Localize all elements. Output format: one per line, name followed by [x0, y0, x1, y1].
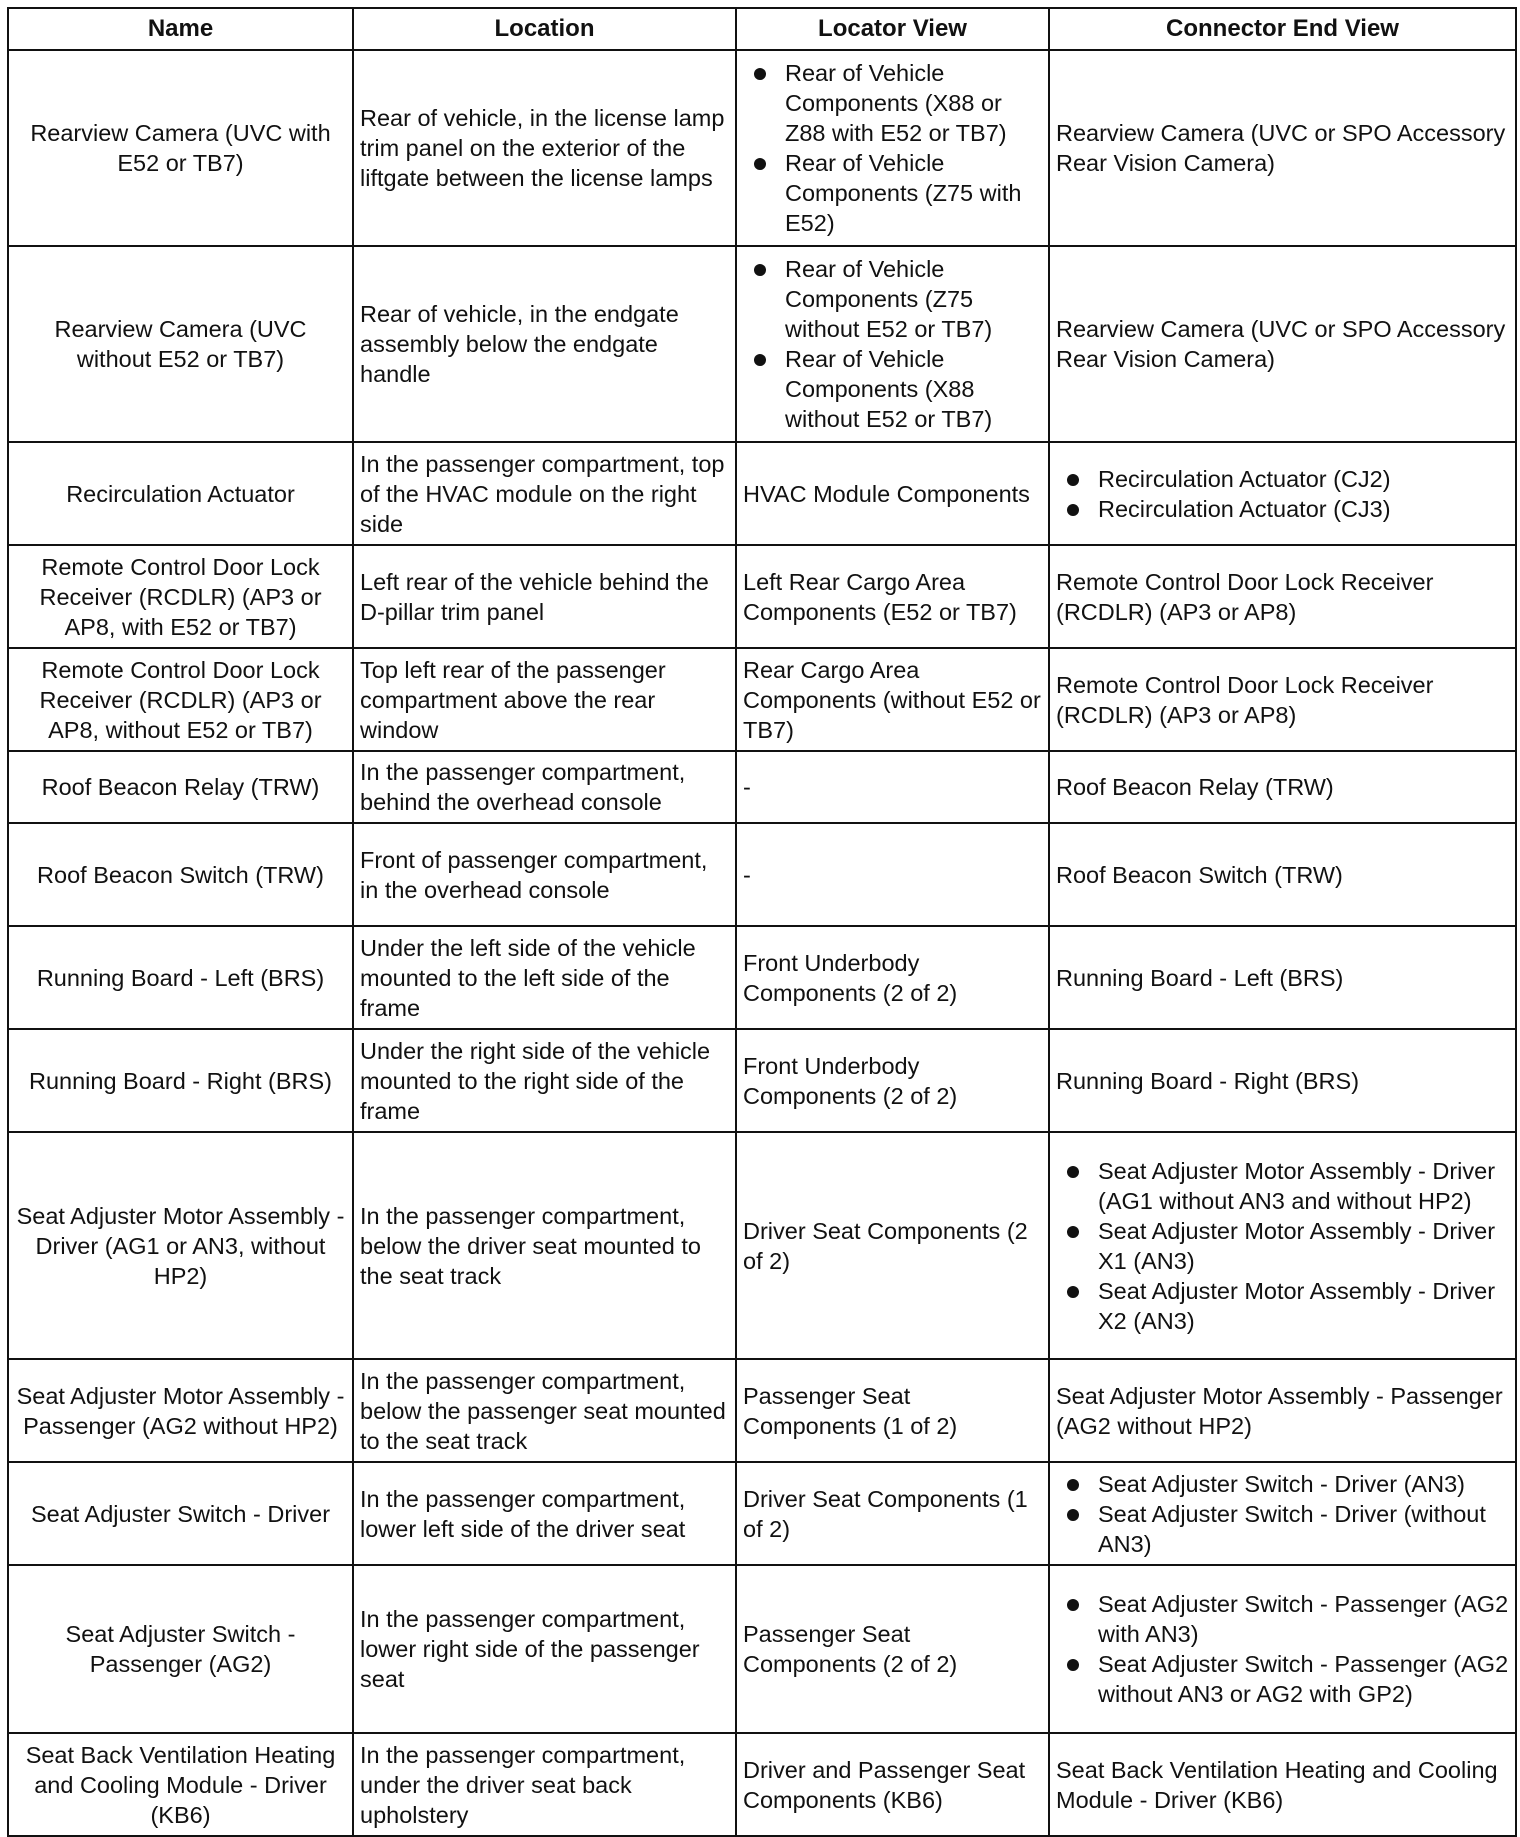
cell-locator-view: [736, 1462, 1049, 1565]
cell-locator-view: [736, 926, 1049, 1029]
table-row: [8, 1733, 1516, 1836]
cell-connector-end-view-text: Remote Control Door Lock Receiver (RCDLR) (AP3 or AP8): [1056, 671, 1434, 728]
table-row: [8, 1565, 1516, 1733]
cell-locator-view: [736, 1029, 1049, 1132]
cell-location: In the passenger compartment, below the driver seat mounted to the seat track: [353, 1132, 736, 1359]
cell-connector-end-view-text: Roof Beacon Switch (TRW): [1056, 861, 1343, 888]
bullet-list: [743, 58, 1042, 238]
cell-locator-view: [736, 50, 1049, 246]
cell-locator-view: [736, 1733, 1049, 1836]
cell-locator-view: [736, 246, 1049, 442]
cell-name: Seat Adjuster Motor Assembly - Driver (AG1 or AN3, without HP2): [8, 1132, 353, 1359]
bullet-item: Rear of Vehicle Components (Z75 with E52): [785, 148, 1042, 238]
cell-name: Seat Adjuster Switch - Passenger (AG2): [8, 1565, 353, 1733]
bullet-item: Rear of Vehicle Components (X88 or Z88 with E52 or TB7): [785, 58, 1042, 148]
cell-connector-end-view: [1049, 1733, 1516, 1836]
bullet-item: Seat Adjuster Motor Assembly - Driver (AG1 without AN3 and without HP2): [1098, 1156, 1509, 1216]
header-location: Location: [353, 8, 736, 50]
cell-name: Remote Control Door Lock Receiver (RCDLR) (AP3 or AP8, with E52 or TB7): [8, 545, 353, 648]
cell-location: Under the left side of the vehicle mounted to the left side of the frame: [353, 926, 736, 1029]
cell-locator-view-text: Rear Cargo Area Components (without E52 or TB7): [743, 656, 1041, 743]
cell-location: In the passenger compartment, behind the overhead console: [353, 751, 736, 823]
cell-name: Running Board - Right (BRS): [8, 1029, 353, 1132]
cell-connector-end-view-text: Running Board - Right (BRS): [1056, 1067, 1360, 1094]
bullet-item: Seat Adjuster Switch - Passenger (AG2 with AN3): [1098, 1591, 1509, 1647]
cell-connector-end-view: [1049, 1132, 1516, 1359]
bullet-item: Seat Adjuster Switch - Driver (AN3): [1098, 1469, 1509, 1499]
header-connector-end-view: Connector End View: [1049, 8, 1516, 50]
cell-locator-view-text: Passenger Seat Components (1 of 2): [743, 1382, 958, 1439]
cell-connector-end-view: [1049, 1029, 1516, 1132]
cell-connector-end-view-text: Seat Back Ventilation Heating and Cooling Module - Driver (KB6): [1056, 1756, 1498, 1813]
bullet-list: [1056, 1156, 1509, 1336]
header-locator-view: Locator View: [736, 8, 1049, 50]
bullet-item: Rear of Vehicle Components (X88 without E52 or TB7): [785, 344, 1042, 434]
bullet-item: Recirculation Actuator (CJ3): [1098, 494, 1509, 524]
cell-location: Under the right side of the vehicle mounted to the right side of the frame: [353, 1029, 736, 1132]
bullet-item: Seat Adjuster Switch - Passenger (AG2 without AN3 or AG2 with GP2): [1098, 1651, 1509, 1707]
cell-connector-end-view-text: Remote Control Door Lock Receiver (RCDLR) (AP3 or AP8): [1056, 568, 1434, 625]
cell-name: Rearview Camera (UVC with E52 or TB7): [8, 50, 353, 246]
cell-locator-view: [736, 1359, 1049, 1462]
cell-name: Running Board - Left (BRS): [8, 926, 353, 1029]
table-row: [8, 1132, 1516, 1359]
cell-locator-view-text: Front Underbody Components (2 of 2): [743, 949, 958, 1006]
table-row: [8, 1359, 1516, 1462]
table-header: [8, 8, 1516, 50]
header-name: Name: [8, 8, 353, 50]
cell-locator-view-text: Driver Seat Components (2 of 2): [743, 1217, 1028, 1274]
cell-name: Remote Control Door Lock Receiver (RCDLR) (AP3 or AP8, without E52 or TB7): [8, 648, 353, 751]
cell-locator-view-text: Passenger Seat Components (2 of 2): [743, 1621, 958, 1677]
table-row: [8, 648, 1516, 751]
cell-connector-end-view-text: Seat Adjuster Motor Assembly - Passenger (AG2 without HP2): [1056, 1382, 1503, 1439]
bullet-list: [743, 254, 1042, 434]
bullet-list: [1056, 1469, 1509, 1559]
component-location-table: [7, 7, 1517, 1837]
cell-connector-end-view: [1049, 1462, 1516, 1565]
cell-connector-end-view: [1049, 50, 1516, 246]
cell-locator-view: [736, 545, 1049, 648]
cell-name: Roof Beacon Switch (TRW): [8, 823, 353, 926]
cell-connector-end-view: [1049, 1565, 1516, 1733]
cell-name: Seat Adjuster Switch - Driver: [8, 1462, 353, 1565]
cell-connector-end-view: [1049, 751, 1516, 823]
cell-locator-view: [736, 823, 1049, 926]
table-row: [8, 1462, 1516, 1565]
bullet-item: Recirculation Actuator (CJ2): [1098, 464, 1509, 494]
cell-connector-end-view: [1049, 246, 1516, 442]
table-row: [8, 823, 1516, 926]
header-row: [8, 8, 1516, 50]
cell-locator-view: [736, 648, 1049, 751]
cell-locator-view-text: -: [743, 861, 751, 888]
cell-locator-view: [736, 1565, 1049, 1733]
cell-connector-end-view: [1049, 442, 1516, 545]
cell-locator-view: [736, 751, 1049, 823]
cell-location: In the passenger compartment, below the passenger seat mounted to the seat track: [353, 1359, 736, 1462]
cell-connector-end-view-text: Rearview Camera (UVC or SPO Accessory Rear Vision Camera): [1056, 316, 1506, 372]
cell-name: Seat Back Ventilation Heating and Cooling Module - Driver (KB6): [8, 1733, 353, 1836]
bullet-item: Seat Adjuster Switch - Driver (without AN3): [1098, 1499, 1509, 1559]
cell-connector-end-view: [1049, 545, 1516, 648]
table-row: [8, 545, 1516, 648]
bullet-item: Seat Adjuster Motor Assembly - Driver X1 (AN3): [1098, 1216, 1509, 1276]
table-row: [8, 1029, 1516, 1132]
cell-location: Rear of vehicle, in the license lamp trim panel on the exterior of the liftgate between the license lamps: [353, 50, 736, 246]
cell-connector-end-view: [1049, 823, 1516, 926]
table-body: [8, 50, 1516, 1836]
table-row: [8, 442, 1516, 545]
cell-locator-view-text: Driver Seat Components (1 of 2): [743, 1485, 1028, 1542]
cell-name: Seat Adjuster Motor Assembly - Passenger (AG2 without HP2): [8, 1359, 353, 1462]
bullet-item: Rear of Vehicle Components (Z75 without E52 or TB7): [785, 254, 1042, 344]
cell-connector-end-view: [1049, 648, 1516, 751]
bullet-list: [1056, 464, 1509, 524]
cell-name: Rearview Camera (UVC without E52 or TB7): [8, 246, 353, 442]
cell-locator-view: [736, 442, 1049, 545]
table-row: [8, 50, 1516, 246]
cell-location: In the passenger compartment, lower right side of the passenger seat: [353, 1565, 736, 1733]
cell-location: In the passenger compartment, lower left side of the driver seat: [353, 1462, 736, 1565]
cell-locator-view: [736, 1132, 1049, 1359]
cell-location: In the passenger compartment, top of the HVAC module on the right side: [353, 442, 736, 545]
cell-name: Roof Beacon Relay (TRW): [8, 751, 353, 823]
cell-locator-view-text: Left Rear Cargo Area Components (E52 or TB7): [743, 568, 1017, 625]
bullet-item: Seat Adjuster Motor Assembly - Driver X2 (AN3): [1098, 1276, 1509, 1336]
bullet-list: [1056, 1589, 1509, 1709]
cell-connector-end-view: [1049, 926, 1516, 1029]
cell-connector-end-view-text: Rearview Camera (UVC or SPO Accessory Rear Vision Camera): [1056, 120, 1506, 176]
cell-locator-view-text: -: [743, 774, 751, 800]
component-location-table-wrapper: [7, 7, 1517, 1837]
cell-locator-view-text: Driver and Passenger Seat Components (KB6): [743, 1756, 1026, 1813]
table-row: [8, 751, 1516, 823]
table-row: [8, 246, 1516, 442]
cell-location: Top left rear of the passenger compartment above the rear window: [353, 648, 736, 751]
table-row: [8, 926, 1516, 1029]
cell-location: Left rear of the vehicle behind the D-pillar trim panel: [353, 545, 736, 648]
cell-connector-end-view: [1049, 1359, 1516, 1462]
cell-name: Recirculation Actuator: [8, 442, 353, 545]
cell-location: Front of passenger compartment, in the overhead console: [353, 823, 736, 926]
cell-location: In the passenger compartment, under the driver seat back upholstery: [353, 1733, 736, 1836]
cell-location: Rear of vehicle, in the endgate assembly below the endgate handle: [353, 246, 736, 442]
cell-locator-view-text: Front Underbody Components (2 of 2): [743, 1052, 958, 1109]
cell-connector-end-view-text: Running Board - Left (BRS): [1056, 964, 1344, 991]
cell-locator-view-text: HVAC Module Components: [743, 480, 1030, 507]
cell-connector-end-view-text: Roof Beacon Relay (TRW): [1056, 774, 1334, 800]
